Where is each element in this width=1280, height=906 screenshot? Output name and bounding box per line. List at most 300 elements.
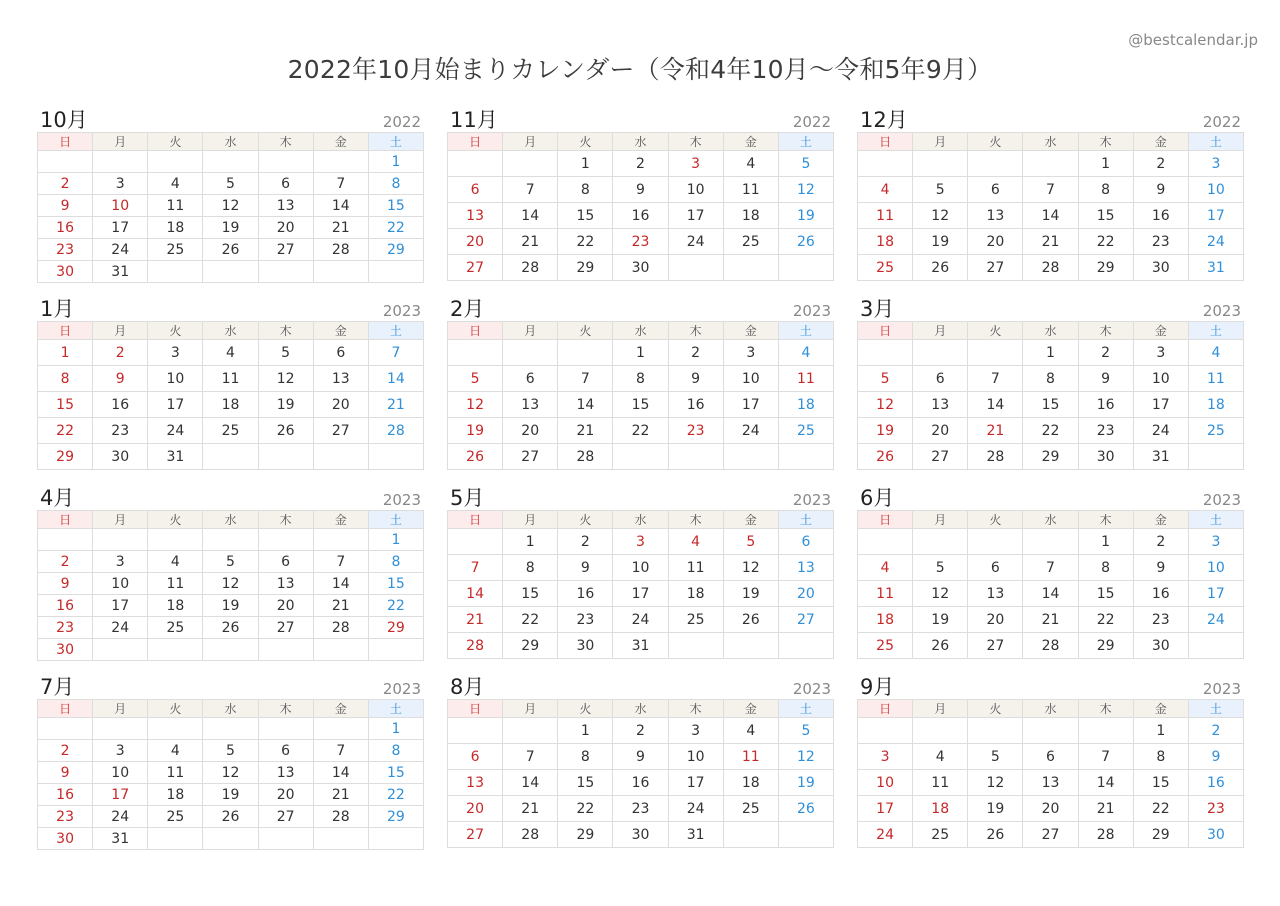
- day-cell: 22: [613, 418, 668, 444]
- day-cell: 28: [968, 444, 1023, 470]
- week-row: [448, 822, 834, 848]
- empty-day-cell: [503, 718, 558, 744]
- day-cell: 16: [1133, 581, 1188, 607]
- day-cell: 27: [258, 617, 313, 639]
- day-cell: 23: [1133, 607, 1188, 633]
- day-cell: 21: [313, 217, 368, 239]
- day-cell: 11: [148, 762, 203, 784]
- day-cell: 19: [448, 418, 503, 444]
- empty-day-cell: [1078, 718, 1133, 744]
- month-calendar: [37, 675, 424, 850]
- day-cell: 1: [503, 529, 558, 555]
- weekday-label: 金: [313, 511, 368, 529]
- empty-day-cell: [968, 718, 1023, 744]
- week-row: [38, 239, 424, 261]
- day-cell: 3: [858, 744, 913, 770]
- weekday-header-row: [448, 133, 834, 151]
- day-cell: 29: [368, 617, 423, 639]
- empty-day-cell: [858, 340, 913, 366]
- day-cell: 31: [148, 444, 203, 470]
- month-name: 8月: [450, 675, 485, 699]
- day-cell: 19: [968, 796, 1023, 822]
- week-row: [38, 595, 424, 617]
- day-cell: 28: [313, 239, 368, 261]
- day-cell: 13: [913, 392, 968, 418]
- weekday-label: 火: [968, 700, 1023, 718]
- day-cell: 12: [723, 555, 778, 581]
- week-row: [858, 229, 1244, 255]
- month-name: 5月: [450, 486, 485, 510]
- day-cell: 19: [203, 784, 258, 806]
- day-cell: 10: [93, 573, 148, 595]
- day-cell: 23: [38, 617, 93, 639]
- day-cell: 30: [38, 639, 93, 661]
- day-cell: 3: [1188, 529, 1243, 555]
- day-cell: 28: [448, 633, 503, 659]
- day-cell: 21: [968, 418, 1023, 444]
- day-cell: 14: [1023, 581, 1078, 607]
- day-cell: 8: [1133, 744, 1188, 770]
- day-cell: 14: [313, 195, 368, 217]
- day-cell: 28: [558, 444, 613, 470]
- day-cell: 3: [668, 718, 723, 744]
- weekday-label: 金: [1133, 511, 1188, 529]
- weekday-label: 水: [1023, 322, 1078, 340]
- weekday-label: 木: [258, 133, 313, 151]
- day-cell: 2: [1133, 529, 1188, 555]
- day-cell: 25: [858, 255, 913, 281]
- week-row: [38, 195, 424, 217]
- day-cell: 30: [613, 822, 668, 848]
- day-cell: 8: [558, 744, 613, 770]
- weekday-label: 水: [203, 322, 258, 340]
- day-cell: 19: [913, 229, 968, 255]
- day-cell: 9: [38, 195, 93, 217]
- day-cell: 27: [313, 418, 368, 444]
- day-cell: 20: [968, 607, 1023, 633]
- day-cell: 24: [1133, 418, 1188, 444]
- weekday-label: 日: [38, 133, 93, 151]
- day-cell: 16: [1078, 392, 1133, 418]
- month-table: [857, 321, 1244, 470]
- day-cell: 5: [778, 718, 833, 744]
- empty-day-cell: [723, 255, 778, 281]
- day-cell: 7: [1078, 744, 1133, 770]
- day-cell: 12: [913, 581, 968, 607]
- day-cell: 9: [1188, 744, 1243, 770]
- weekday-label: 木: [1078, 700, 1133, 718]
- day-cell: 12: [448, 392, 503, 418]
- day-cell: 13: [258, 762, 313, 784]
- day-cell: 26: [778, 796, 833, 822]
- week-row: [448, 770, 834, 796]
- month-name: 9月: [860, 675, 895, 699]
- day-cell: 15: [558, 203, 613, 229]
- weekday-label: 月: [913, 133, 968, 151]
- day-cell: 24: [858, 822, 913, 848]
- empty-day-cell: [313, 718, 368, 740]
- day-cell: 6: [448, 744, 503, 770]
- weekday-label: 月: [913, 700, 968, 718]
- day-cell: 16: [38, 595, 93, 617]
- day-cell: 8: [503, 555, 558, 581]
- day-cell: 4: [203, 340, 258, 366]
- day-cell: 17: [93, 784, 148, 806]
- month-table: [447, 132, 834, 281]
- day-cell: 15: [368, 762, 423, 784]
- day-cell: 6: [258, 173, 313, 195]
- day-cell: 16: [613, 203, 668, 229]
- day-cell: 19: [778, 203, 833, 229]
- empty-day-cell: [148, 529, 203, 551]
- day-cell: 13: [968, 581, 1023, 607]
- weekday-label: 日: [448, 133, 503, 151]
- weekday-label: 水: [613, 322, 668, 340]
- month-name: 1月: [40, 297, 75, 321]
- day-cell: 18: [203, 392, 258, 418]
- day-cell: 24: [93, 806, 148, 828]
- week-row: [448, 392, 834, 418]
- day-cell: 14: [313, 762, 368, 784]
- empty-day-cell: [368, 444, 423, 470]
- day-cell: 1: [368, 718, 423, 740]
- day-cell: 9: [1133, 555, 1188, 581]
- day-cell: 11: [778, 366, 833, 392]
- weekday-label: 火: [148, 511, 203, 529]
- empty-day-cell: [148, 639, 203, 661]
- day-cell: 2: [1078, 340, 1133, 366]
- day-cell: 22: [1023, 418, 1078, 444]
- day-cell: 18: [778, 392, 833, 418]
- day-cell: 12: [203, 195, 258, 217]
- empty-day-cell: [778, 633, 833, 659]
- week-row: [858, 633, 1244, 659]
- empty-day-cell: [203, 444, 258, 470]
- day-cell: 17: [1188, 581, 1243, 607]
- month-header: [857, 675, 1244, 699]
- empty-day-cell: [93, 151, 148, 173]
- day-cell: 18: [148, 784, 203, 806]
- weekday-label: 水: [613, 511, 668, 529]
- day-cell: 21: [1023, 229, 1078, 255]
- day-cell: 4: [723, 718, 778, 744]
- weekday-label: 火: [558, 511, 613, 529]
- weekday-header-row: [38, 700, 424, 718]
- empty-day-cell: [148, 261, 203, 283]
- day-cell: 20: [258, 217, 313, 239]
- week-row: [858, 796, 1244, 822]
- day-cell: 27: [258, 806, 313, 828]
- weekday-label: 金: [723, 700, 778, 718]
- day-cell: 1: [1133, 718, 1188, 744]
- day-cell: 22: [558, 229, 613, 255]
- month-header: [447, 675, 834, 699]
- weekday-label: 日: [38, 322, 93, 340]
- empty-day-cell: [313, 639, 368, 661]
- month-name: 6月: [860, 486, 895, 510]
- day-cell: 6: [968, 555, 1023, 581]
- week-row: [448, 177, 834, 203]
- day-cell: 3: [1133, 340, 1188, 366]
- weekday-label: 月: [503, 700, 558, 718]
- week-row: [38, 444, 424, 470]
- weekday-label: 金: [1133, 322, 1188, 340]
- day-cell: 11: [148, 573, 203, 595]
- weekday-label: 水: [203, 133, 258, 151]
- weekday-header-row: [858, 322, 1244, 340]
- month-name: 11月: [450, 108, 498, 132]
- day-cell: 29: [1023, 444, 1078, 470]
- week-row: [38, 784, 424, 806]
- day-cell: 27: [778, 607, 833, 633]
- weekday-label: 土: [778, 133, 833, 151]
- week-row: [38, 529, 424, 551]
- day-cell: 27: [913, 444, 968, 470]
- day-cell: 23: [613, 229, 668, 255]
- day-cell: 13: [313, 366, 368, 392]
- day-cell: 25: [148, 239, 203, 261]
- week-row: [448, 418, 834, 444]
- month-calendar: [37, 297, 424, 470]
- day-cell: 24: [668, 796, 723, 822]
- empty-day-cell: [93, 529, 148, 551]
- month-name: 2月: [450, 297, 485, 321]
- day-cell: 6: [913, 366, 968, 392]
- day-cell: 25: [778, 418, 833, 444]
- day-cell: 20: [448, 229, 503, 255]
- empty-day-cell: [858, 151, 913, 177]
- weekday-label: 月: [503, 133, 558, 151]
- weekday-label: 土: [1188, 700, 1243, 718]
- week-row: [858, 203, 1244, 229]
- day-cell: 2: [668, 340, 723, 366]
- day-cell: 6: [1023, 744, 1078, 770]
- empty-day-cell: [38, 718, 93, 740]
- day-cell: 4: [913, 744, 968, 770]
- day-cell: 22: [368, 595, 423, 617]
- weekday-label: 土: [368, 511, 423, 529]
- empty-day-cell: [258, 718, 313, 740]
- day-cell: 13: [258, 573, 313, 595]
- weekday-label: 土: [368, 700, 423, 718]
- weekday-label: 金: [723, 133, 778, 151]
- day-cell: 10: [668, 177, 723, 203]
- day-cell: 3: [93, 551, 148, 573]
- weekday-label: 水: [203, 700, 258, 718]
- empty-day-cell: [258, 261, 313, 283]
- weekday-label: 土: [368, 322, 423, 340]
- day-cell: 12: [778, 177, 833, 203]
- month-year: 2023: [1202, 680, 1241, 698]
- day-cell: 8: [1023, 366, 1078, 392]
- day-cell: 20: [258, 784, 313, 806]
- week-row: [448, 151, 834, 177]
- day-cell: 18: [723, 770, 778, 796]
- weekday-label: 金: [313, 133, 368, 151]
- week-row: [38, 173, 424, 195]
- day-cell: 28: [1078, 822, 1133, 848]
- day-cell: 24: [668, 229, 723, 255]
- weekday-label: 木: [1078, 322, 1133, 340]
- month-calendar: [857, 108, 1244, 281]
- day-cell: 18: [913, 796, 968, 822]
- empty-day-cell: [368, 639, 423, 661]
- day-cell: 26: [203, 239, 258, 261]
- weekday-label: 水: [613, 700, 668, 718]
- day-cell: 18: [148, 595, 203, 617]
- day-cell: 29: [1078, 255, 1133, 281]
- week-row: [448, 555, 834, 581]
- weekday-label: 月: [93, 700, 148, 718]
- day-cell: 28: [313, 806, 368, 828]
- weekday-label: 土: [778, 511, 833, 529]
- weekday-label: 火: [558, 133, 613, 151]
- day-cell: 19: [203, 217, 258, 239]
- day-cell: 21: [313, 784, 368, 806]
- day-cell: 13: [503, 392, 558, 418]
- day-cell: 24: [1188, 607, 1243, 633]
- weekday-header-row: [858, 700, 1244, 718]
- day-cell: 7: [1023, 177, 1078, 203]
- day-cell: 13: [1023, 770, 1078, 796]
- day-cell: 18: [668, 581, 723, 607]
- empty-day-cell: [148, 151, 203, 173]
- week-row: [38, 217, 424, 239]
- day-cell: 14: [313, 573, 368, 595]
- weekday-label: 月: [93, 133, 148, 151]
- month-year: 2023: [1202, 302, 1241, 320]
- month-table: [447, 510, 834, 659]
- empty-day-cell: [93, 718, 148, 740]
- day-cell: 3: [148, 340, 203, 366]
- day-cell: 7: [558, 366, 613, 392]
- day-cell: 7: [1023, 555, 1078, 581]
- month-header: [37, 297, 424, 321]
- empty-day-cell: [613, 444, 668, 470]
- day-cell: 30: [38, 261, 93, 283]
- month-table: [447, 321, 834, 470]
- weekday-label: 月: [913, 511, 968, 529]
- empty-day-cell: [778, 444, 833, 470]
- day-cell: 8: [1078, 555, 1133, 581]
- empty-day-cell: [778, 255, 833, 281]
- day-cell: 19: [723, 581, 778, 607]
- day-cell: 17: [148, 392, 203, 418]
- day-cell: 14: [368, 366, 423, 392]
- empty-day-cell: [258, 529, 313, 551]
- day-cell: 18: [1188, 392, 1243, 418]
- month-header: [857, 297, 1244, 321]
- weekday-header-row: [858, 133, 1244, 151]
- week-row: [448, 444, 834, 470]
- weekday-header-row: [38, 511, 424, 529]
- day-cell: 20: [968, 229, 1023, 255]
- day-cell: 18: [858, 607, 913, 633]
- weekday-label: 日: [38, 700, 93, 718]
- day-cell: 21: [1078, 796, 1133, 822]
- day-cell: 15: [1023, 392, 1078, 418]
- empty-day-cell: [968, 340, 1023, 366]
- day-cell: 11: [858, 203, 913, 229]
- day-cell: 22: [1133, 796, 1188, 822]
- day-cell: 17: [613, 581, 668, 607]
- week-row: [38, 551, 424, 573]
- day-cell: 1: [558, 718, 613, 744]
- week-row: [38, 740, 424, 762]
- empty-day-cell: [503, 340, 558, 366]
- day-cell: 22: [1078, 607, 1133, 633]
- day-cell: 11: [723, 744, 778, 770]
- month-year: 2022: [382, 113, 421, 131]
- empty-day-cell: [258, 444, 313, 470]
- day-cell: 15: [368, 573, 423, 595]
- day-cell: 26: [448, 444, 503, 470]
- day-cell: 22: [38, 418, 93, 444]
- day-cell: 24: [1188, 229, 1243, 255]
- week-row: [858, 718, 1244, 744]
- week-row: [858, 555, 1244, 581]
- weekday-label: 日: [858, 511, 913, 529]
- week-row: [38, 366, 424, 392]
- day-cell: 3: [93, 740, 148, 762]
- empty-day-cell: [1023, 529, 1078, 555]
- day-cell: 4: [1188, 340, 1243, 366]
- month-calendar: [857, 297, 1244, 470]
- day-cell: 3: [668, 151, 723, 177]
- day-cell: 21: [503, 229, 558, 255]
- day-cell: 29: [38, 444, 93, 470]
- day-cell: 1: [368, 529, 423, 551]
- month-calendar: [447, 108, 834, 281]
- month-calendar: [37, 108, 424, 283]
- day-cell: 27: [448, 822, 503, 848]
- day-cell: 29: [368, 239, 423, 261]
- weekday-label: 水: [1023, 511, 1078, 529]
- month-header: [857, 108, 1244, 132]
- day-cell: 14: [558, 392, 613, 418]
- day-cell: 14: [1023, 203, 1078, 229]
- weekday-label: 火: [968, 511, 1023, 529]
- day-cell: 11: [203, 366, 258, 392]
- day-cell: 26: [203, 617, 258, 639]
- month-calendar: [447, 297, 834, 470]
- day-cell: 26: [913, 255, 968, 281]
- week-row: [858, 444, 1244, 470]
- empty-day-cell: [203, 639, 258, 661]
- month-header: [37, 486, 424, 510]
- day-cell: 12: [858, 392, 913, 418]
- empty-day-cell: [368, 261, 423, 283]
- day-cell: 6: [968, 177, 1023, 203]
- day-cell: 30: [1133, 255, 1188, 281]
- day-cell: 4: [148, 740, 203, 762]
- month-header: [37, 108, 424, 132]
- day-cell: 9: [668, 366, 723, 392]
- day-cell: 12: [968, 770, 1023, 796]
- weekday-label: 日: [448, 511, 503, 529]
- day-cell: 1: [558, 151, 613, 177]
- day-cell: 21: [558, 418, 613, 444]
- week-row: [38, 718, 424, 740]
- day-cell: 26: [723, 607, 778, 633]
- month-table: [37, 321, 424, 470]
- week-row: [858, 529, 1244, 555]
- weekday-label: 水: [613, 133, 668, 151]
- weekday-label: 木: [1078, 133, 1133, 151]
- empty-day-cell: [448, 718, 503, 744]
- day-cell: 21: [1023, 607, 1078, 633]
- day-cell: 31: [613, 633, 668, 659]
